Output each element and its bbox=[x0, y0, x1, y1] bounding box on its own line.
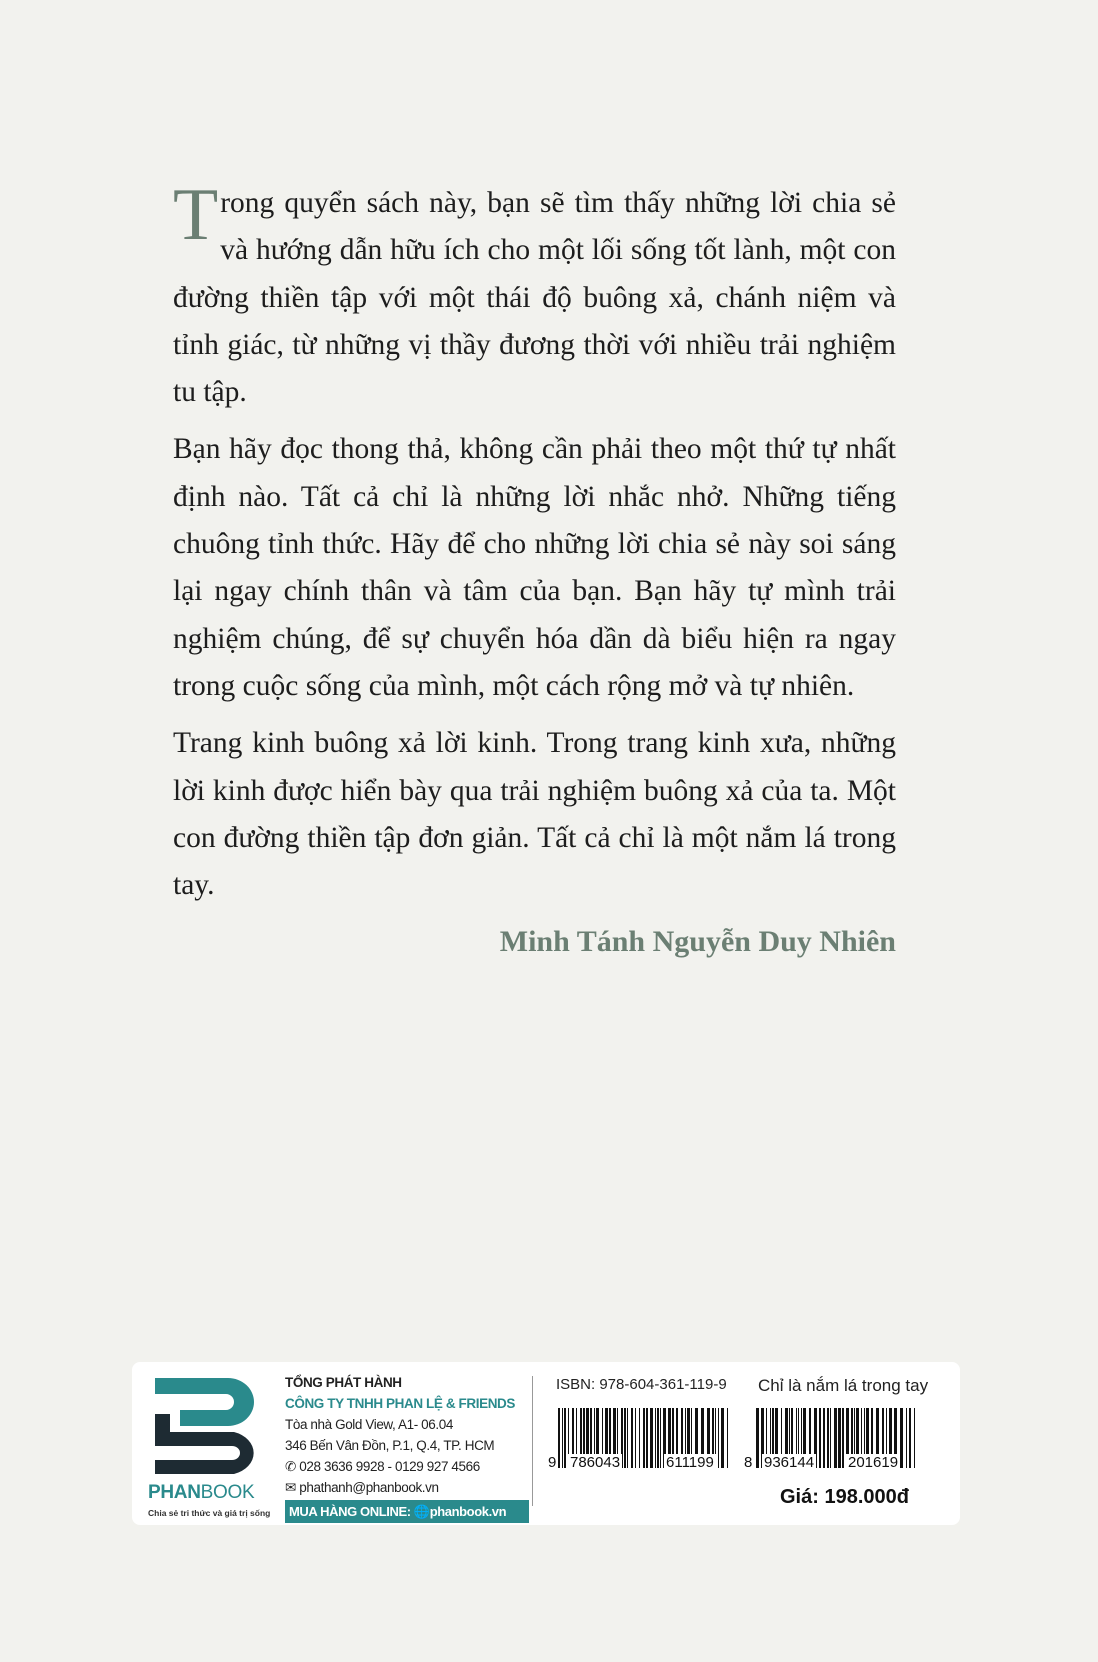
logo-brand-bold: PHAN bbox=[148, 1482, 201, 1503]
isbn-label: ISBN: 978-604-361-119-9 bbox=[556, 1376, 727, 1393]
buy-online-bar bbox=[285, 1500, 529, 1523]
barcode-bar bbox=[643, 1408, 645, 1468]
barcode-bar bbox=[627, 1408, 628, 1468]
barcode-bar bbox=[718, 1408, 719, 1468]
publisher-email: phathanh@phanbook.vn bbox=[299, 1480, 439, 1495]
barcode-bar bbox=[823, 1408, 825, 1468]
phanbook-logo-icon bbox=[150, 1374, 270, 1474]
book-title-small: Chỉ là nắm lá trong tay bbox=[758, 1376, 929, 1395]
price-label: Giá: 198.000đ bbox=[780, 1486, 909, 1508]
barcode-bar bbox=[655, 1408, 656, 1468]
paragraph-1-text: rong quyển sách này, bạn sẽ tìm thấy những lời chia sẻ và hướng dẫn hữu ích cho một lối sống tốt lành, một con đường thiền tập với một thái độ buông xả, chánh niệm và tỉnh giác, từ những vị thầy đương thời với nhiều trải nghiệm tu tập. bbox=[173, 187, 896, 409]
barcode-bar bbox=[631, 1408, 633, 1468]
buy-online-label: MUA HÀNG ONLINE: bbox=[289, 1504, 411, 1519]
publisher-address-2: 346 Bến Vân Đồn, P.1, Q.4, TP. HCM bbox=[285, 1438, 495, 1453]
isbn-barcode-right: 611199 bbox=[666, 1454, 714, 1471]
logo-brand-text bbox=[148, 1482, 276, 1504]
paragraph-3: Trang kinh buông xả lời kinh. Trong trang kinh xưa, những lời kinh được hiển bày qua trải nghiệm buông xả của ta. Một con đường thiền tập đơn giản. Tất cả chỉ là một nắm lá trong tay. bbox=[173, 727, 896, 902]
drop-cap: T bbox=[173, 174, 219, 256]
barcode-bar bbox=[906, 1408, 907, 1468]
barcode-bar bbox=[727, 1408, 728, 1468]
phone-icon: ✆ bbox=[285, 1459, 296, 1474]
publisher-phone-row bbox=[285, 1456, 530, 1477]
divider bbox=[532, 1376, 533, 1506]
barcode-bar bbox=[562, 1408, 563, 1468]
logo-tagline: Chia sẻ tri thức và giá trị sống bbox=[148, 1508, 271, 1518]
mail-icon: ✉ bbox=[285, 1480, 296, 1495]
price-barcode-left: 936144 bbox=[764, 1454, 815, 1471]
logo-brand-light: BOOK bbox=[200, 1482, 255, 1503]
barcode-bar bbox=[914, 1408, 915, 1468]
publisher-footer bbox=[132, 1362, 960, 1525]
website-link[interactable]: phanbook.vn bbox=[429, 1504, 507, 1519]
barcode-bar bbox=[838, 1408, 841, 1468]
publisher-address-1: Tòa nhà Gold View, A1- 06.04 bbox=[285, 1417, 453, 1432]
publisher-company: CÔNG TY TNHH PHAN LỆ & FRIENDS bbox=[285, 1396, 516, 1411]
barcode-bar bbox=[564, 1408, 566, 1468]
isbn-barcode-left: 786043 bbox=[570, 1454, 621, 1471]
barcode-bar bbox=[639, 1408, 640, 1468]
publisher-email-row bbox=[285, 1477, 530, 1498]
isbn-barcode-lead: 9 bbox=[548, 1454, 557, 1471]
barcode-bar bbox=[646, 1408, 648, 1468]
publisher-phone: 028 3636 9928 - 0129 927 4566 bbox=[299, 1459, 480, 1474]
barcode-bar bbox=[819, 1408, 821, 1468]
barcode-bar bbox=[830, 1408, 831, 1468]
publisher-info bbox=[285, 1372, 530, 1523]
author-name: Minh Tánh Nguyễn Duy Nhiên bbox=[499, 925, 896, 959]
paragraph-2: Bạn hãy đọc thong thả, không cần phải theo một thứ tự nhất định nào. Tất cả chỉ là những lời nhắc nhở. Những tiếng chuông tỉnh thức. Hãy để cho những lời chia sẻ này soi sáng lại ngay chính thân và tâm của bạn. Bạn hãy tự mình trải nghiệm chúng, để sự chuyển hóa dần dà biểu hiện ra ngay trong cuộc sống của mình, một cách rộng mở và tự nhiên. bbox=[173, 433, 896, 702]
barcode-bar bbox=[900, 1408, 903, 1468]
barcode-bar bbox=[635, 1408, 636, 1468]
publisher-heading: TỔNG PHÁT HÀNH bbox=[285, 1375, 402, 1390]
barcode-bar bbox=[827, 1408, 829, 1468]
barcode-bar bbox=[657, 1408, 659, 1468]
globe-icon: 🌐 bbox=[413, 1504, 430, 1519]
barcode-bar bbox=[756, 1408, 759, 1468]
barcode-bar bbox=[909, 1408, 911, 1468]
paragraph-1 bbox=[173, 174, 896, 416]
price-barcode-right: 201619 bbox=[848, 1454, 899, 1471]
price-barcode-lead: 8 bbox=[744, 1454, 753, 1471]
phanbook-logo bbox=[146, 1374, 276, 1518]
barcode-bar bbox=[842, 1408, 844, 1468]
barcode-bar bbox=[650, 1408, 653, 1468]
back-cover-text bbox=[173, 174, 896, 959]
barcode-bar bbox=[660, 1408, 661, 1468]
barcode-bar bbox=[834, 1408, 837, 1468]
barcode-bar bbox=[721, 1408, 724, 1468]
barcode-bar bbox=[624, 1408, 626, 1468]
